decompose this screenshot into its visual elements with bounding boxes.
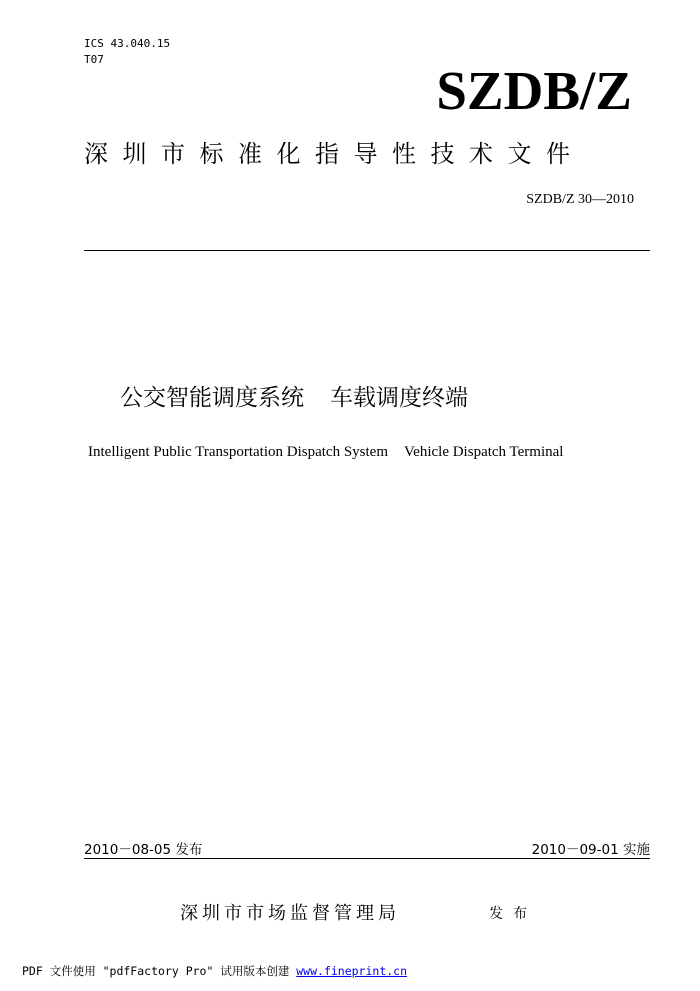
- implementation-date: 2010－09-01 实施: [531, 842, 650, 858]
- standard-code: SZDB/Z: [436, 60, 632, 121]
- footer-text: PDF 文件使用 "pdfFactory Pro" 试用版本创建: [22, 964, 297, 978]
- chinese-title-part2: 车载调度终端: [330, 385, 468, 411]
- ics-code: ICS 43.040.15: [84, 37, 171, 50]
- bottom-divider: [84, 858, 650, 859]
- chinese-title-part1: 公交智能调度系统: [120, 385, 304, 411]
- issuer-name: 深圳市市场监督管理局: [180, 903, 400, 924]
- issue-date: 2010－08-05 发布: [84, 842, 203, 858]
- series-title: 深圳市标准化指导性技术文件: [84, 140, 585, 168]
- footer-link[interactable]: www.fineprint.cn: [296, 964, 408, 978]
- pdf-footer: [22, 964, 407, 978]
- issuer-action: 发布: [489, 906, 537, 922]
- ics-block: [84, 36, 170, 68]
- classification-code: T07: [84, 53, 104, 66]
- chinese-title: [120, 382, 468, 414]
- english-title-part2: Vehicle Dispatch Terminal: [404, 444, 564, 460]
- english-title: [88, 442, 563, 462]
- top-divider: [84, 250, 650, 251]
- english-title-part1: Intelligent Public Transportation Dispatch System: [88, 444, 388, 460]
- document-number: SZDB/Z 30—2010: [526, 192, 634, 207]
